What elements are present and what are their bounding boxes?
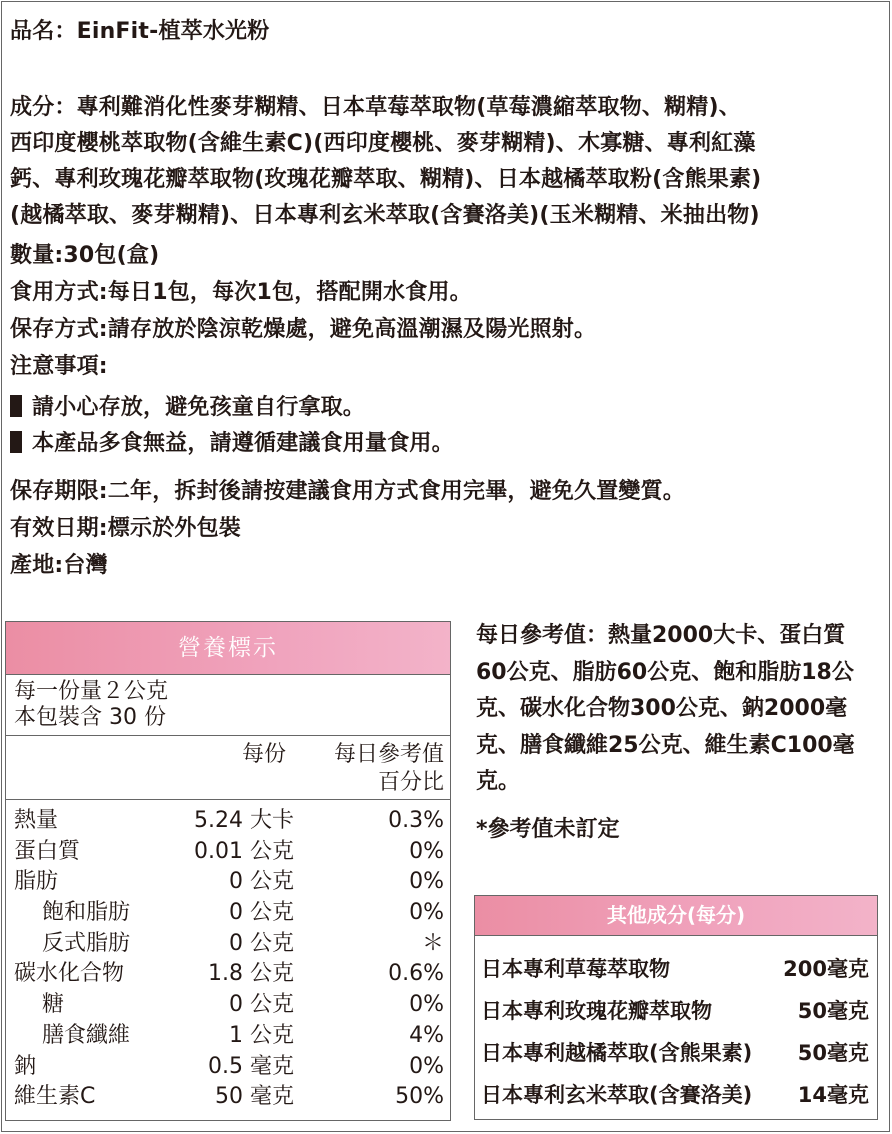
serving-size: 每一份量２公克 [14, 679, 169, 704]
nutrient-percent: 0% [409, 869, 444, 895]
nutrition-rows [6, 799, 450, 1113]
nutrition-row [6, 806, 450, 837]
nutrition-column-headers [6, 735, 450, 799]
nutrition-row [6, 867, 450, 898]
nutrition-row [6, 1082, 450, 1113]
ingredient-row [475, 948, 877, 990]
other-ingredients-rows [475, 935, 877, 1116]
nutrition-row [6, 959, 450, 990]
daily-reference-line: 克、碳水化合物300公克、鈉2000毫 [476, 696, 848, 721]
ingredient-name: 日本專利玫瑰花瓣萃取物 [481, 999, 712, 1023]
ingredient-name: 日本專利草莓萃取物 [481, 957, 670, 981]
daily-reference-line: 每日參考值：熱量2000大卡、蛋白質 [476, 623, 846, 648]
other-ingredients-table [474, 895, 878, 1120]
nutrient-name: 反式脂肪 [42, 930, 131, 956]
ingredient-name: 日本專利越橘萃取(含熊果素) [481, 1041, 753, 1065]
nutrition-row [6, 898, 450, 929]
nutrient-amount: 0 公克 [229, 869, 294, 895]
nutrient-amount: 0 公克 [229, 930, 294, 956]
nutrition-row [6, 837, 450, 868]
nutrition-table [5, 621, 451, 1121]
nutrient-percent: 4% [409, 1022, 444, 1048]
daily-reference-line: 克、膳食纖維25公克、維生素C100毫 [476, 732, 855, 758]
nutrient-name: 熱量 [14, 808, 59, 833]
shelf-life: 保存期限:二年，拆封後請按建議食用方式食用完畢，避免久置變質。 [10, 479, 686, 504]
daily-reference-line: 60公克、脂肪60公克、飽和脂肪18公 [476, 659, 854, 685]
reference-note: *參考值未訂定 [476, 817, 620, 842]
nutrient-name: 碳水化合物 [14, 961, 125, 987]
servings-per-pack: 本包裝含 30 份 [14, 705, 166, 730]
nutrient-amount: 50 毫克 [215, 1084, 294, 1110]
ingredient-row [475, 1032, 877, 1074]
bullet-icon [10, 395, 22, 417]
nutrient-percent: ＊ [421, 930, 444, 956]
nutrient-percent: 0% [409, 992, 444, 1018]
nutrient-percent: 0% [409, 1053, 444, 1079]
nutrient-name: 維生素C [14, 1084, 96, 1110]
ingredient-amount: 200毫克 [783, 957, 869, 981]
storage: 保存方式:請存放於陰涼乾燥處，避免高溫潮濕及陽光照射。 [10, 317, 597, 342]
nutrient-percent: 0.3% [388, 808, 444, 833]
caution-title: 注意事項: [10, 354, 108, 379]
usage: 食用方式:每日1包，每次1包，搭配開水食用。 [10, 280, 472, 305]
ingredient-name: 日本專利玄米萃取(含賽洛美) [481, 1083, 753, 1107]
nutrition-row [6, 1021, 450, 1052]
caution-item: 本產品多食無益，請遵循建議食用量食用。 [10, 426, 454, 462]
nutrient-percent: 0% [409, 838, 444, 864]
ingredient-row [475, 990, 877, 1032]
nutrient-percent: 50% [395, 1084, 444, 1110]
caution-item: 請小心存放，避免孩童自行拿取。 [10, 390, 365, 426]
expiry: 有效日期:標示於外包裝 [10, 516, 241, 541]
serving-info [6, 674, 450, 735]
nutrient-amount: 0.01 公克 [194, 838, 294, 864]
ingredient-amount: 50毫克 [797, 999, 869, 1023]
nutrient-percent: 0% [409, 900, 444, 926]
daily-reference [476, 618, 890, 801]
nutrient-name: 鈉 [14, 1053, 37, 1079]
nutrient-name: 脂肪 [14, 869, 59, 895]
ingredients-line-2: 西印度櫻桃萃取物(含維生素C)(西印度櫻桃、麥芽糊精)、木寡糖、專利紅藻 [10, 131, 756, 156]
nutrient-amount: 0 公克 [229, 900, 294, 926]
nutrient-amount: 0.5 毫克 [208, 1053, 294, 1079]
nutrient-name: 蛋白質 [14, 838, 81, 864]
nutrient-name: 飽和脂肪 [42, 900, 131, 926]
nutrition-row [6, 929, 450, 960]
quantity: 數量:30包(盒) [10, 243, 160, 268]
col-per-serving: 每份 [242, 742, 287, 767]
bullet-icon [10, 431, 22, 453]
origin: 產地:台灣 [10, 553, 108, 578]
nutrient-percent: 0.6% [388, 961, 444, 987]
nutrient-name: 膳食纖維 [42, 1022, 131, 1048]
nutrient-name: 糖 [42, 992, 65, 1018]
ingredient-amount: 14毫克 [797, 1083, 869, 1107]
ingredients-line-3: 鈣、專利玫瑰花瓣萃取物(玫瑰花瓣萃取、糊精)、日本越橘萃取粉(含熊果素) [10, 167, 762, 192]
col-percent: 百分比 [377, 770, 444, 795]
ingredients-line-4: (越橘萃取、麥芽糊精)、日本專利玄米萃取(含賽洛美)(玉米糊精、米抽出物) [10, 203, 760, 228]
col-daily-reference: 每日參考值 [333, 742, 444, 767]
ingredients-line-1: 成分：專利難消化性麥芽糊精、日本草莓萃取物(草莓濃縮萃取物、糊精)、 [10, 95, 741, 120]
nutrition-title: 營養標示 [6, 622, 450, 674]
nutrient-amount: 5.24 大卡 [194, 808, 294, 833]
daily-reference-line: 克。 [476, 769, 521, 794]
product-name: 品名：EinFit-植萃水光粉 [10, 19, 270, 44]
other-ingredients-title: 其他成分(每分) [475, 896, 877, 935]
ingredient-amount: 50毫克 [797, 1041, 869, 1065]
nutrient-amount: 0 公克 [229, 992, 294, 1018]
nutrient-amount: 1.8 公克 [208, 961, 294, 987]
nutrition-row [6, 990, 450, 1021]
nutrient-amount: 1 公克 [229, 1022, 294, 1048]
ingredient-row [475, 1074, 877, 1116]
nutrition-row [6, 1052, 450, 1083]
